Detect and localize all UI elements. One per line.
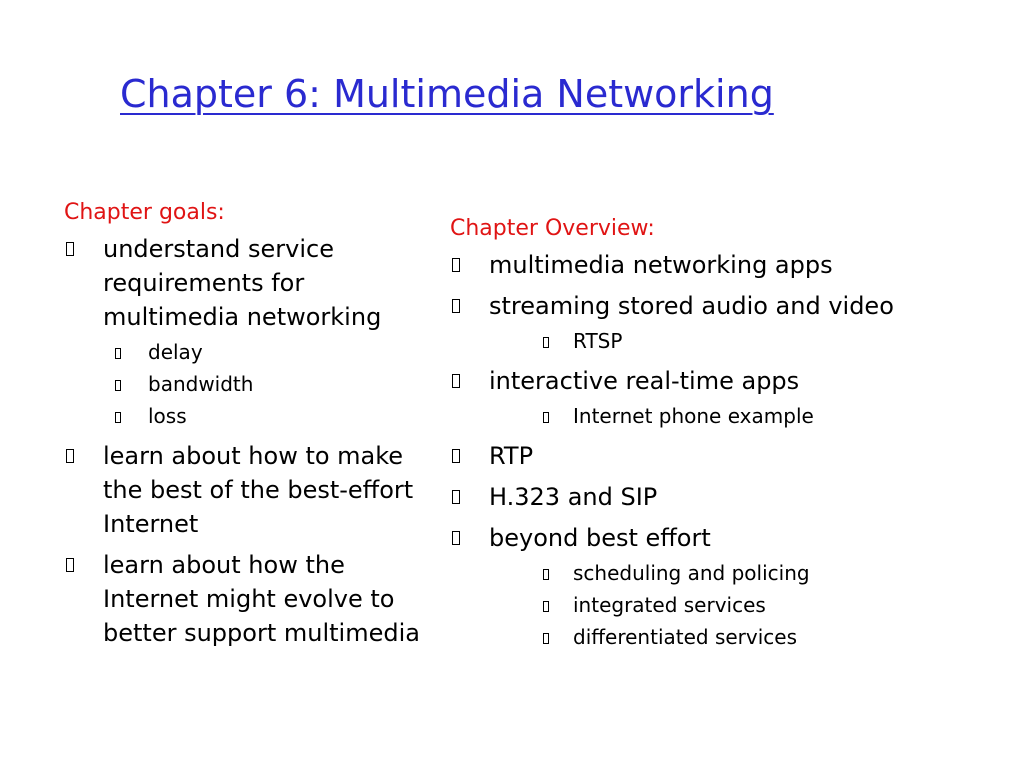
square-bullet-icon	[66, 558, 74, 572]
overview-item-text: beyond best effort	[489, 524, 711, 552]
overview-item	[450, 439, 1010, 473]
overview-subitem	[489, 400, 1010, 432]
overview-item-text: streaming stored audio and video	[489, 292, 894, 320]
overview-item	[450, 289, 1010, 357]
overview-item	[450, 364, 1010, 432]
chapter-goals-list	[64, 232, 444, 650]
goal-subitem	[103, 336, 444, 368]
square-bullet-icon	[543, 412, 549, 423]
chapter-goals-column	[64, 198, 444, 650]
goal-subitem	[103, 400, 444, 432]
overview-item	[450, 248, 1010, 282]
square-bullet-icon	[452, 258, 460, 272]
overview-sublist	[489, 400, 1010, 432]
chapter-goals-heading: Chapter goals:	[64, 200, 225, 225]
overview-subitem-text: RTSP	[573, 329, 623, 353]
overview-subitem	[489, 557, 1010, 589]
overview-subitem-text: Internet phone example	[573, 404, 814, 428]
square-bullet-icon	[452, 374, 460, 388]
square-bullet-icon	[115, 412, 121, 423]
overview-subitem	[489, 325, 1010, 357]
overview-item	[450, 480, 1010, 514]
square-bullet-icon	[543, 601, 549, 612]
slide-title: Chapter 6: Multimedia Networking	[120, 72, 774, 116]
goal-sublist	[103, 336, 444, 432]
overview-item-text: RTP	[489, 442, 534, 470]
square-bullet-icon	[452, 299, 460, 313]
goal-item-text: learn about how the Internet might evolve to better support multimedia	[103, 551, 420, 647]
overview-item-text: interactive real-time apps	[489, 367, 800, 395]
overview-subitem	[489, 621, 1010, 653]
goal-item	[64, 439, 444, 541]
overview-subitem-text: integrated services	[573, 593, 766, 617]
square-bullet-icon	[66, 449, 74, 463]
goal-item-text: learn about how to make the best of the best-effort Internet	[103, 442, 414, 538]
square-bullet-icon	[115, 348, 121, 359]
overview-subitem-text: scheduling and policing	[573, 561, 810, 585]
square-bullet-icon	[452, 490, 460, 504]
goal-item-text: understand service requirements for multimedia networking	[103, 235, 382, 331]
square-bullet-icon	[115, 380, 121, 391]
goal-subitem	[103, 368, 444, 400]
chapter-overview-heading: Chapter Overview:	[450, 216, 655, 241]
goal-item	[64, 232, 444, 432]
goal-subitem-text: loss	[148, 404, 187, 428]
overview-item	[450, 521, 1010, 653]
square-bullet-icon	[543, 633, 549, 644]
square-bullet-icon	[543, 337, 549, 348]
overview-item-text: multimedia networking apps	[489, 251, 833, 279]
overview-sublist	[489, 325, 1010, 357]
square-bullet-icon	[543, 569, 549, 580]
overview-subitem-text: differentiated services	[573, 625, 798, 649]
chapter-overview-list	[450, 248, 1010, 653]
goal-subitem-text: delay	[148, 340, 203, 364]
overview-item-text: H.323 and SIP	[489, 483, 658, 511]
goal-subitem-text: bandwidth	[148, 372, 254, 396]
goal-item	[64, 548, 444, 650]
square-bullet-icon	[66, 242, 74, 256]
overview-subitem	[489, 589, 1010, 621]
square-bullet-icon	[452, 449, 460, 463]
overview-sublist	[489, 557, 1010, 653]
square-bullet-icon	[452, 531, 460, 545]
chapter-overview-column	[450, 214, 1010, 653]
